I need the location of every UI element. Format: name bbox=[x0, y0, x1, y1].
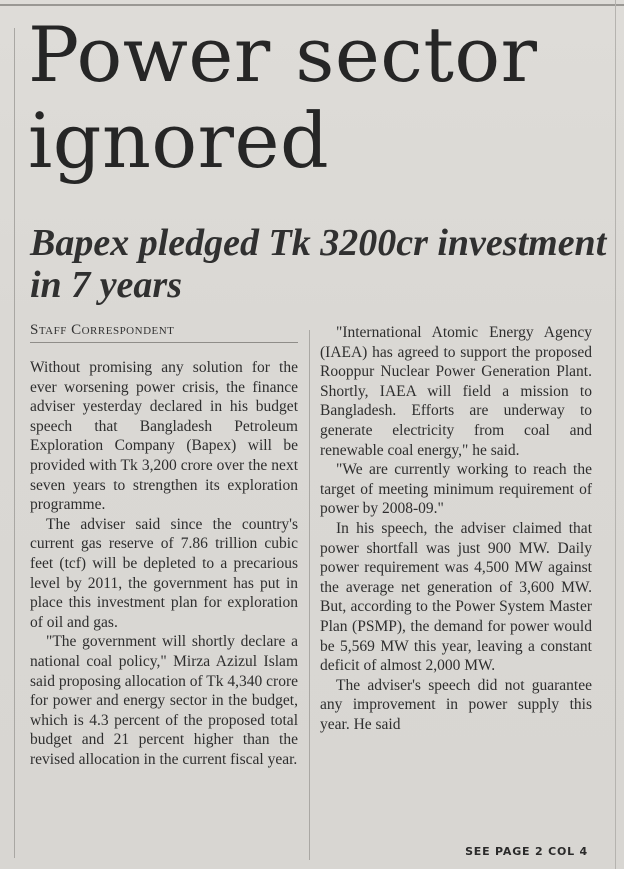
byline: Staff Correspondent bbox=[30, 322, 298, 343]
column-divider bbox=[309, 330, 310, 860]
paragraph: The adviser's speech did not guarantee any improvement in power supply this year. He said bbox=[320, 676, 592, 733]
headline: Power sector ignored bbox=[28, 10, 538, 185]
article-column-2 bbox=[320, 323, 592, 734]
paragraph: The adviser said since the country's current gas reserve of 7.86 trillion cubic feet (tcf) will be depleted to a precarious level by 2011, the government has put in place this investment plan for exploration of oil and gas. bbox=[30, 515, 298, 631]
paragraph: In his speech, the adviser claimed that power shortfall was just 900 MW. Daily power requirement was 4,500 MW against the average net generation of 3,600 MW. But, according to the Power System Master Plan (PSMP), the demand for power would be 5,569 MW this year, leaving a constant deficit of almost 2,000 MW. bbox=[320, 519, 592, 675]
paragraph: Without promising any solution for the ever worsening power crisis, the finance adviser yesterday declared in his budget speech that Bangladesh Petroleum Exploration Company (Bapex) will be provided with Tk 3,200 crore over the next seven years to strengthen its exploration programme. bbox=[30, 359, 298, 514]
continuation-line: SEE PAGE 2 COL 4 bbox=[465, 845, 588, 858]
subheadline: Bapex pledged Tk 3200cr investment in 7 years bbox=[30, 222, 607, 306]
right-edge-rule bbox=[615, 0, 616, 869]
article-column-1 bbox=[30, 358, 298, 769]
paragraph: "We are currently working to reach the target of meeting minimum requirement of power by 2008-09." bbox=[320, 461, 592, 518]
top-rule bbox=[0, 4, 624, 6]
paragraph: "International Atomic Energy Agency (IAEA) has agreed to support the proposed Rooppur Nuclear Power Generation Plant. Shortly, IAEA will field a mission to Bangladesh. Efforts are underway to generate electricity from coal and renewable coal energy," he said. bbox=[320, 324, 592, 459]
paragraph: "The government will shortly declare a national coal policy," Mirza Azizul Islam said proposing allocation of Tk 4,340 crore for power and energy sector in the budget, which is 4.3 percent of the proposed total budget and 21 percent higher than the revised allocation in the current fiscal year. bbox=[30, 633, 298, 768]
left-column-rule bbox=[14, 28, 15, 858]
